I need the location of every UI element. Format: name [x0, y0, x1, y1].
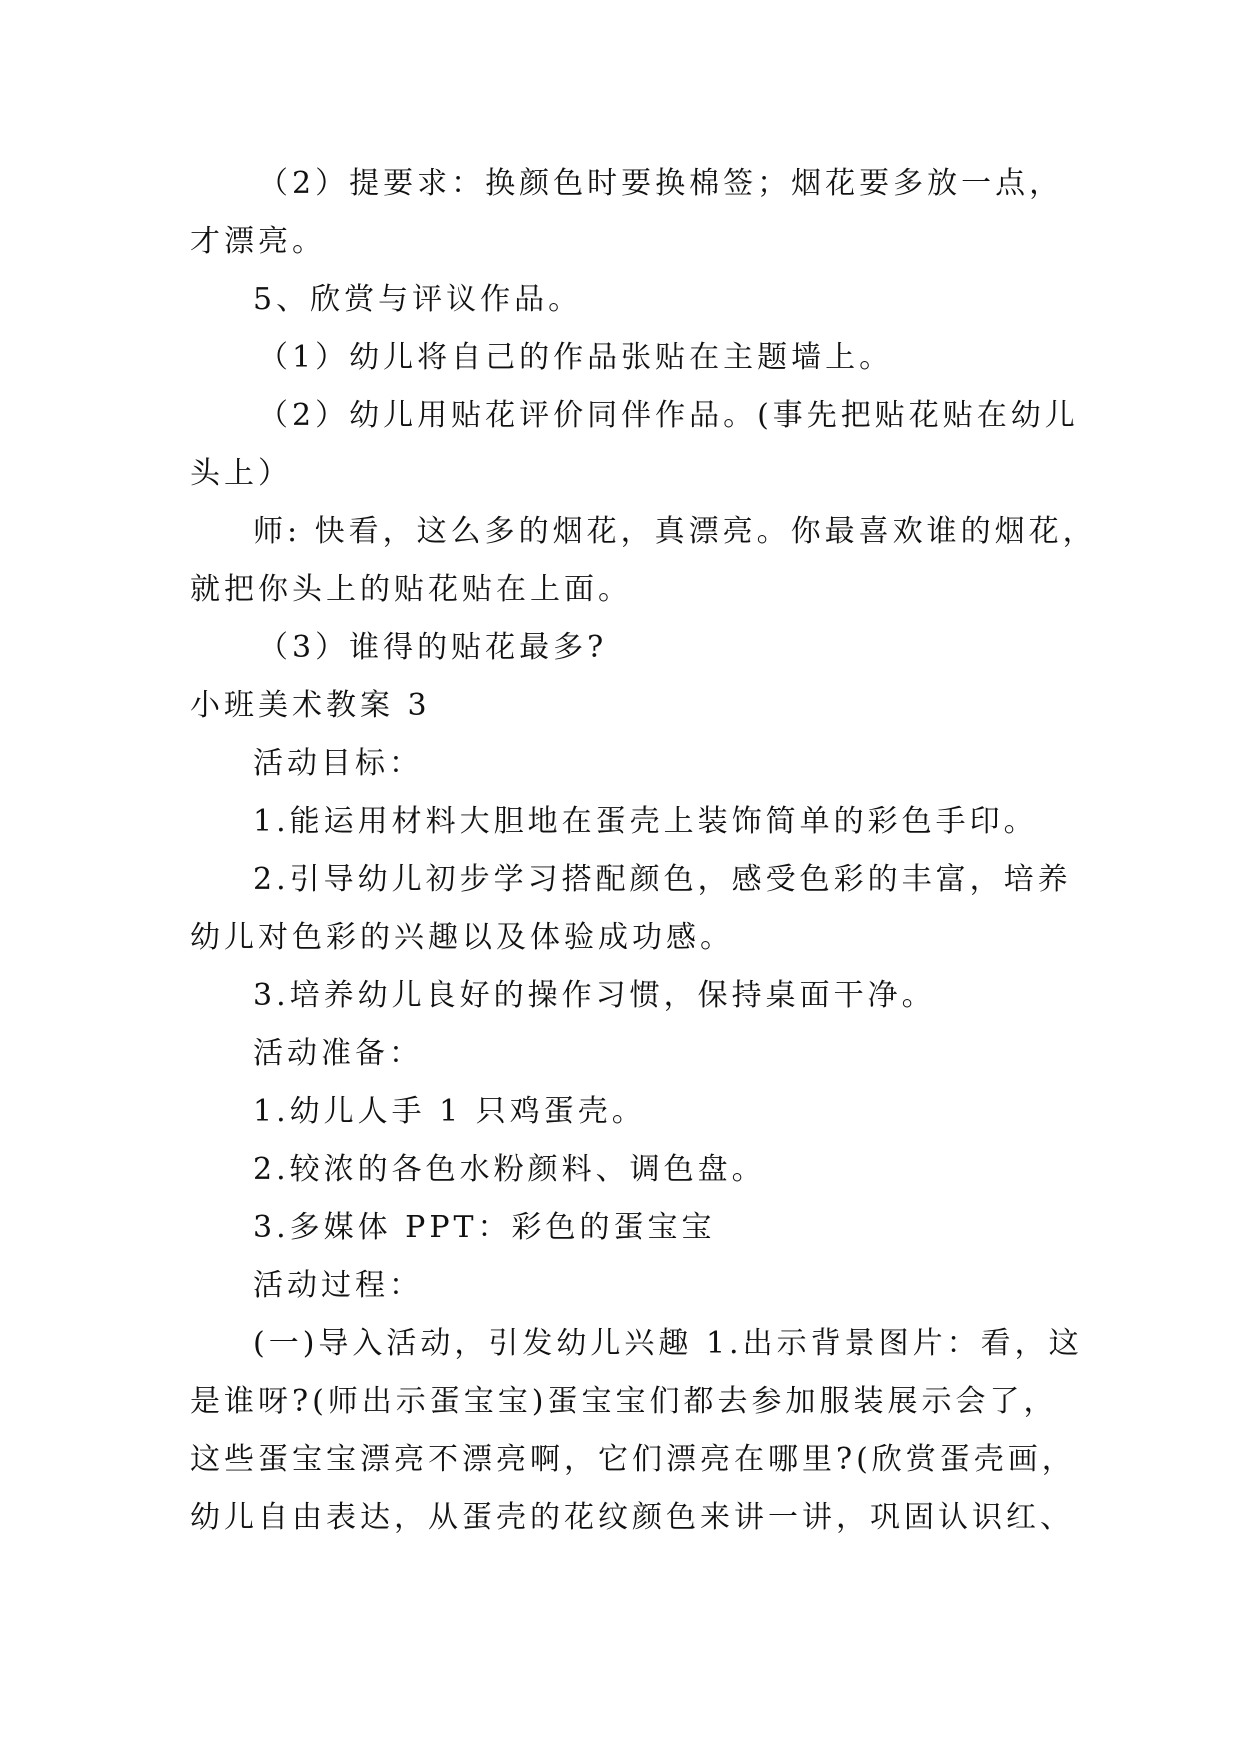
paragraph-line: 1.能运用材料大胆地在蛋壳上装饰简单的彩色手印。	[253, 804, 1038, 839]
paragraph-line: 师: 快看，这么多的烟花，真漂亮。你最喜欢谁的烟花，	[253, 514, 1097, 549]
paragraph-line: 就把你头上的贴花贴在上面。	[190, 572, 632, 607]
paragraph-line: 这些蛋宝宝漂亮不漂亮啊，它们漂亮在哪里?(欣赏蛋壳画，	[190, 1442, 1076, 1477]
paragraph-line: 2.引导幼儿初步学习搭配颜色，感受色彩的丰富，培养	[253, 862, 1072, 897]
paragraph-line: （1）幼儿将自己的作品张贴在主题墙上。	[258, 340, 894, 375]
section-heading: 小班美术教案 3	[190, 688, 431, 723]
paragraph-line: 幼儿自由表达，从蛋壳的花纹颜色来讲一讲，巩固认识红、	[190, 1500, 1074, 1535]
paragraph-line: 1.幼儿人手 1 只鸡蛋壳。	[253, 1094, 646, 1129]
paragraph-line: 幼儿对色彩的兴趣以及体验成功感。	[190, 920, 734, 955]
paragraph-line: (一)导入活动，引发幼儿兴趣 1.出示背景图片：看，这	[253, 1326, 1083, 1361]
paragraph-line: （2）幼儿用贴花评价同伴作品。(事先把贴花贴在幼儿	[258, 398, 1079, 433]
paragraph-line: 才漂亮。	[190, 224, 326, 259]
paragraph-line: 3.多媒体 PPT：彩色的蛋宝宝	[253, 1210, 716, 1245]
subheading: 活动过程：	[253, 1268, 423, 1303]
subheading: 活动准备：	[253, 1036, 423, 1071]
paragraph-line: 2.较浓的各色水粉颜料、调色盘。	[253, 1152, 766, 1187]
paragraph-line: 是谁呀?(师出示蛋宝宝)蛋宝宝们都去参加服装展示会了，	[190, 1384, 1058, 1419]
paragraph-line: （2）提要求：换颜色时要换棉签；烟花要多放一点，	[258, 166, 1064, 201]
paragraph-line: 头上）	[190, 456, 292, 491]
paragraph-line: 5、欣赏与评议作品。	[253, 282, 583, 317]
paragraph-line: 3.培养幼儿良好的操作习惯，保持桌面干净。	[253, 978, 936, 1013]
paragraph-line: （3）谁得的贴花最多?	[258, 630, 608, 665]
subheading: 活动目标：	[253, 746, 423, 781]
